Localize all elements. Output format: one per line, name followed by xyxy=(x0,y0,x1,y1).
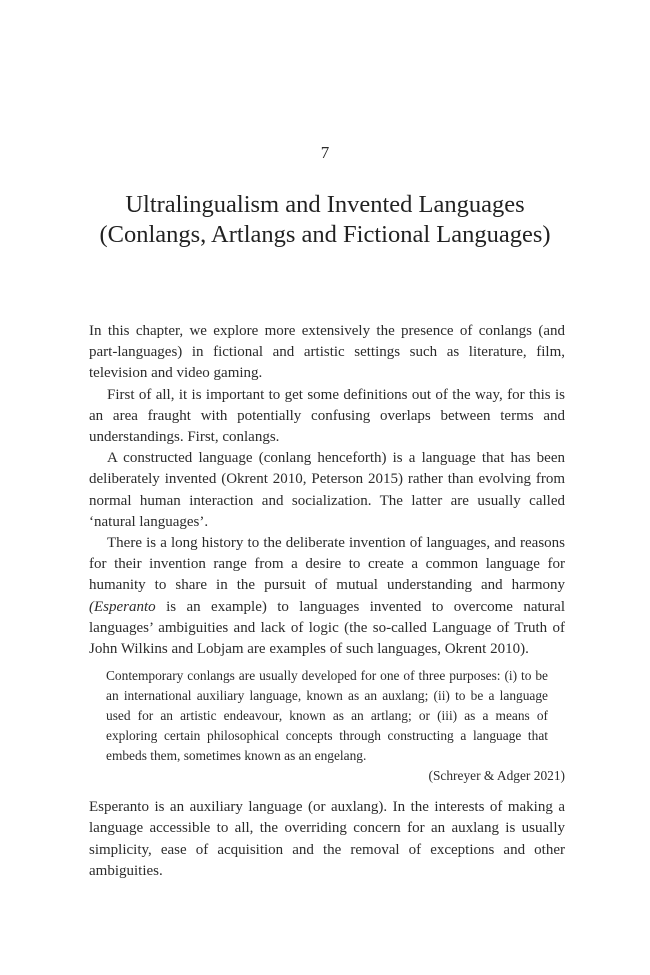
block-quote: Contemporary conlangs are usually developed for one of three purposes: (i) to be an international auxiliary language, known as an auxlang; (ii) to be a language used for an artistic endeavour, known as an artlang; or (iii) as a means of exploring certain philosophical concepts through constructing a language that embeds them, sometimes known as an engelang. xyxy=(106,668,548,764)
chapter-title-line-2: (Conlangs, Artlangs and Fictional Languages) xyxy=(99,221,551,248)
chapter-number: 7 xyxy=(320,143,330,162)
chapter-title xyxy=(60,190,590,250)
block-quote-citation: (Schreyer & Adger 2021) xyxy=(428,768,565,784)
paragraph-history-text-2: is an example) to languages invented to overcome natural languages’ ambiguities and lack of logic (the so-called Language of Truth of John Wilkins and Lobjam are examples of such languages, Okrent 2010). xyxy=(89,598,565,658)
paragraph-esperanto: Esperanto is an auxiliary language (or auxlang). In the interests of making a language accessible to all, the overriding concern for an auxlang is usually simplicity, ease of acquisition and the removal of exceptions and other ambiguities. xyxy=(89,799,565,879)
chapter-title-line-1: Ultralingualism and Invented Languages xyxy=(125,191,525,218)
paragraph-definitions: First of all, it is important to get some definitions out of the way, for this is an area fraught with potentially confusing overlaps between terms and understandings. First, conlangs. xyxy=(89,386,565,446)
paragraph-history-text-1: There is a long history to the deliberate invention of languages, and reasons for their invention range from a desire to create a common language for humanity to share in the pursuit of mutual understanding and harmony xyxy=(89,535,565,594)
paragraph-conlang-definition: A constructed language (conlang henceforth) is a language that has been deliberately invented (Okrent 2010, Peterson 2015) rather than evolving from normal human interaction and socialization. The latter are usually called ‘natural languages’. xyxy=(89,450,565,530)
paragraph-intro: In this chapter, we explore more extensively the presence of conlangs (and part-languages) in fictional and artistic settings such as literature, film, television and video gaming. xyxy=(89,323,565,382)
esperanto-italic: (Esperanto xyxy=(89,598,156,615)
chapter-body xyxy=(89,321,565,882)
paragraph-history xyxy=(89,533,565,660)
